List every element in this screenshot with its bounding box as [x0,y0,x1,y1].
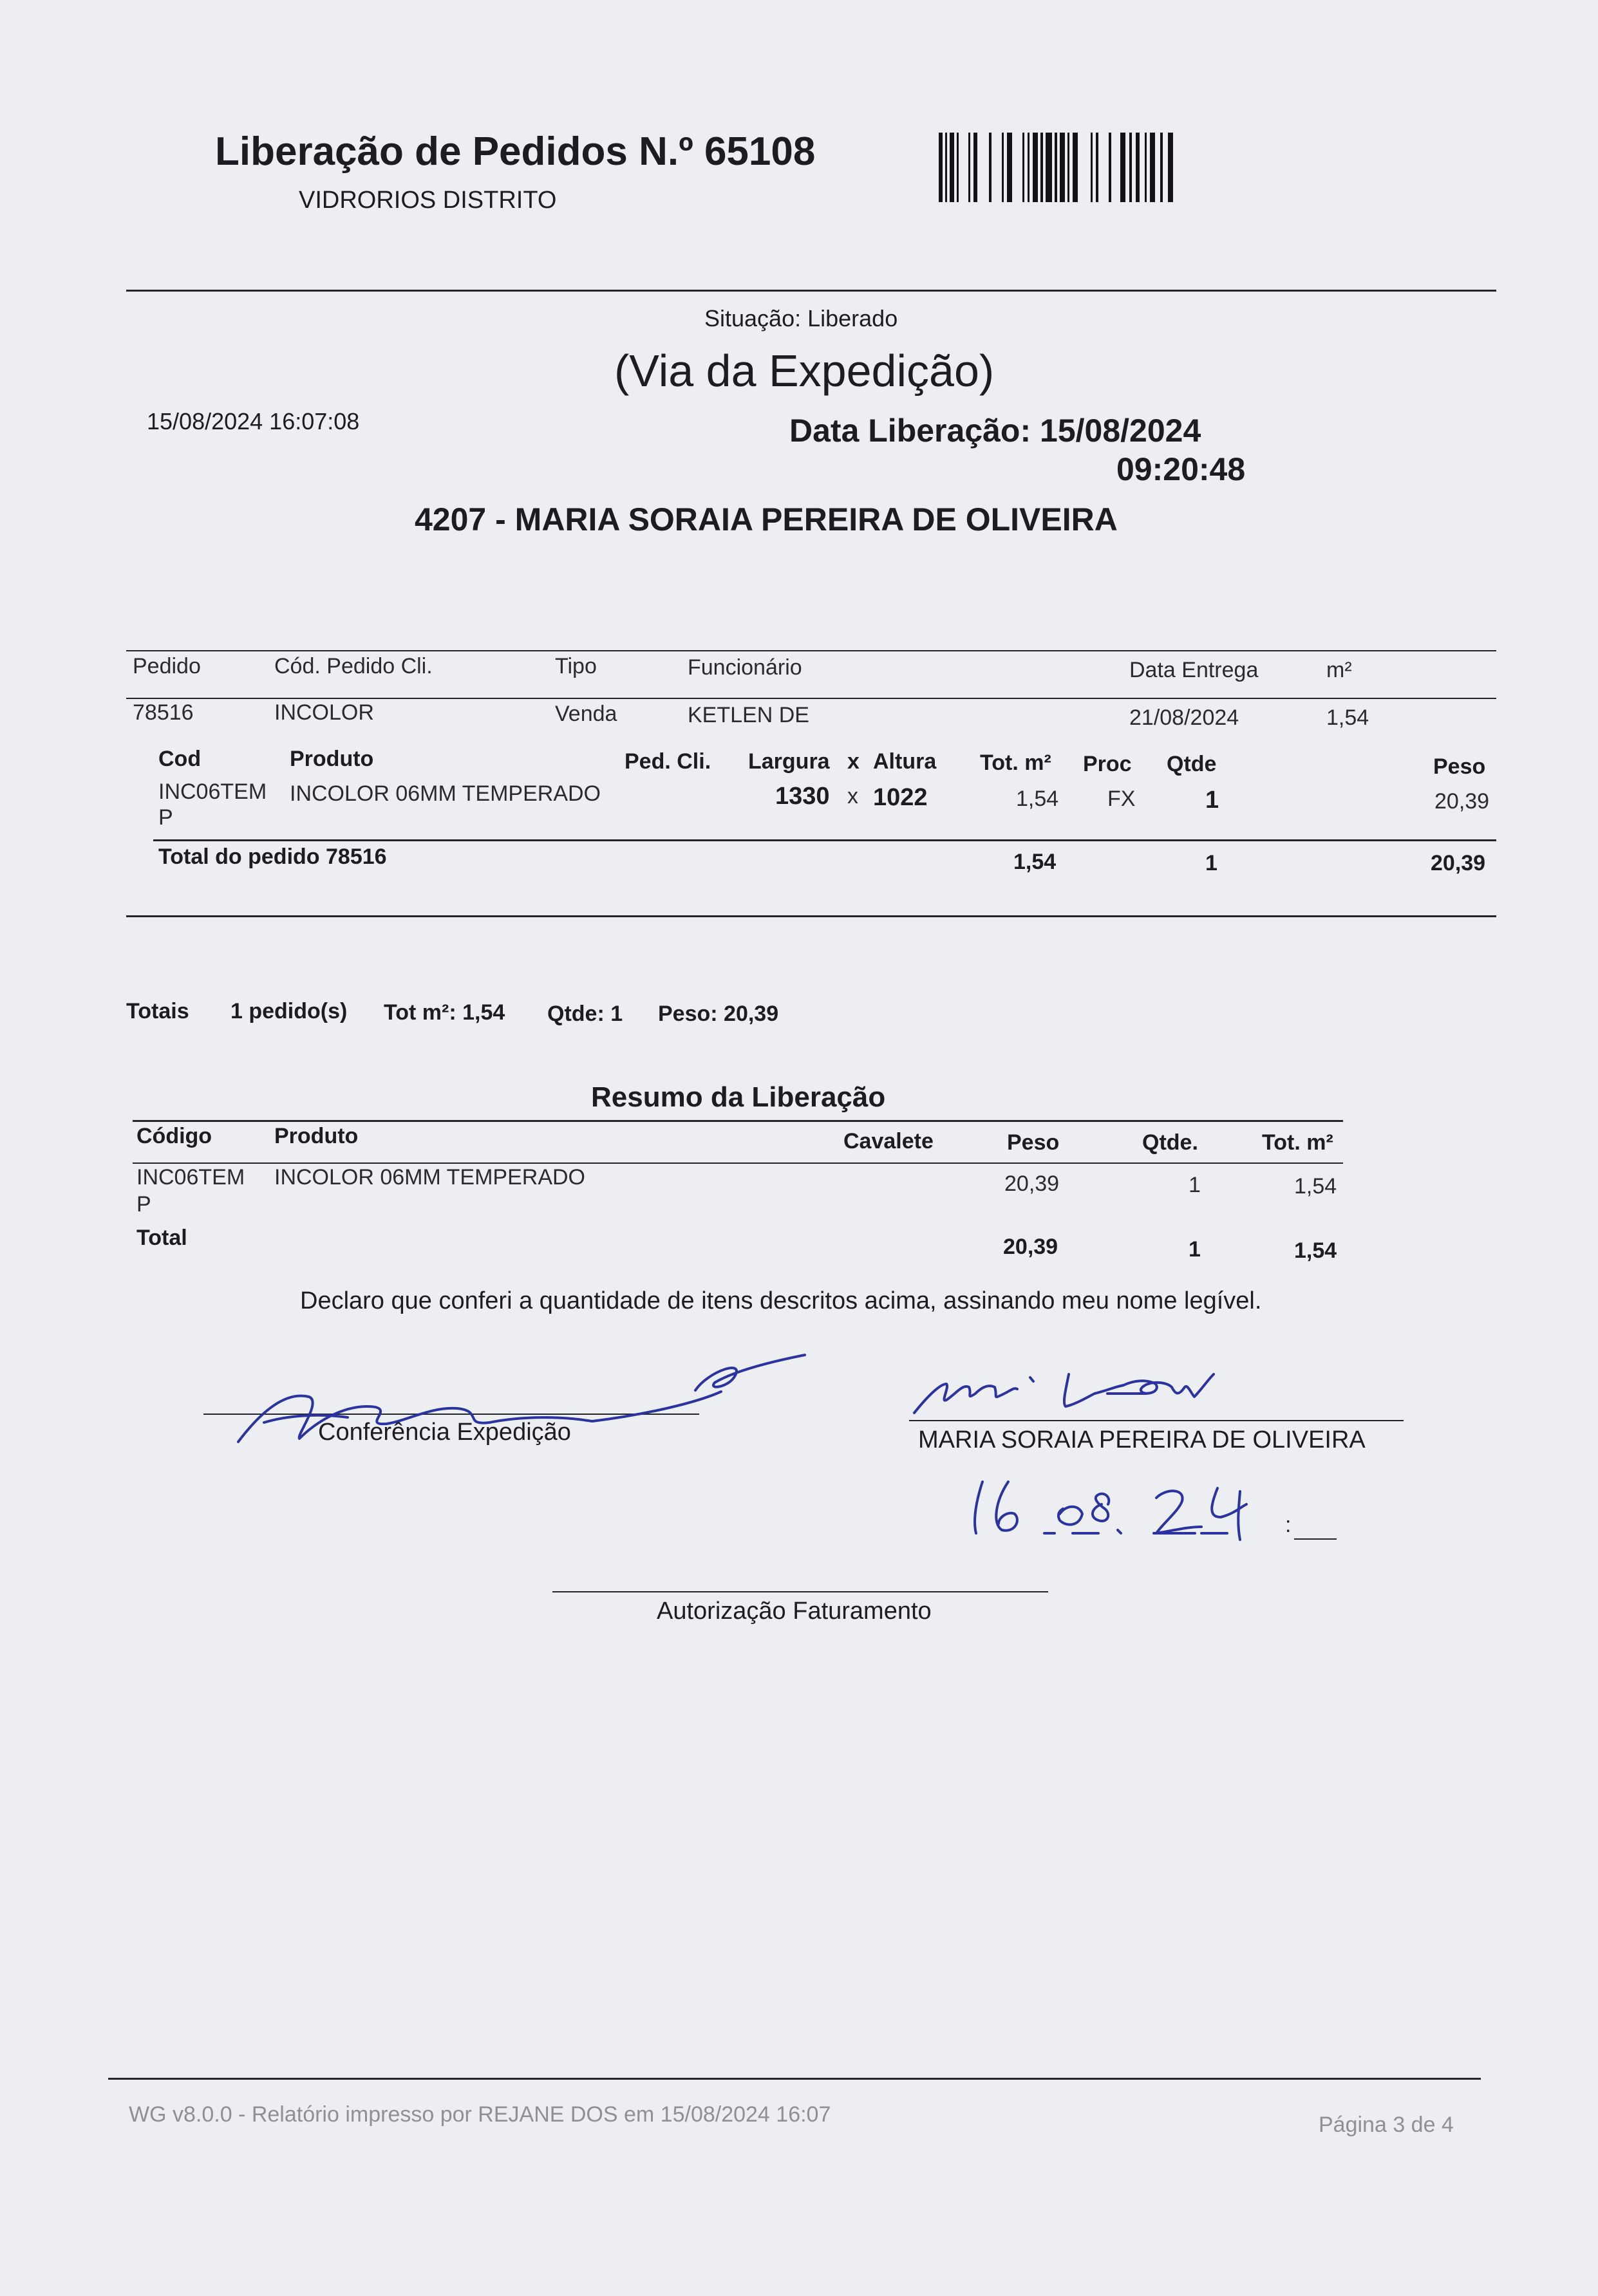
autorizacao-label: Autorização Faturamento [657,1598,932,1625]
summary-total-peso: 20,39 [1003,1235,1058,1259]
summary-codigo-line2: P [136,1192,151,1217]
col-m2: m² [1326,658,1352,682]
footer-page-number: Página 3 de 4 [1319,2113,1454,2137]
items-col-tot-m2: Tot. m² [980,751,1051,775]
handwritten-date [963,1469,1298,1546]
document-title: Liberação de Pedidos N.º 65108 [215,129,816,174]
item-tot-m2: 1,54 [1016,787,1059,811]
order-total-m2: 1,54 [1013,850,1057,874]
customer-signature [901,1358,1301,1423]
item-qtde: 1 [1205,787,1219,814]
summary-produto: INCOLOR 06MM TEMPERADO [274,1165,586,1190]
totals-qtde: Qtde: 1 [547,1002,623,1026]
summary-title: Resumo da Liberação [591,1081,886,1113]
summary-col-qtde: Qtde. [1142,1130,1198,1155]
item-proc: FX [1107,787,1136,811]
summary-total-m2: 1,54 [1294,1238,1337,1263]
col-tipo: Tipo [555,654,597,678]
items-col-altura: Altura [873,749,937,774]
summary-col-codigo: Código [136,1124,212,1148]
order-funcionario: KETLEN DE [688,703,809,727]
order-total-label: Total do pedido 78516 [158,845,387,869]
item-peso: 20,39 [1434,789,1490,814]
items-col-largura: Largura [748,749,830,774]
item-produto: INCOLOR 06MM TEMPERADO [290,781,601,806]
date-field-suffix: : [1285,1513,1292,1537]
col-cod-pedido-cli: Cód. Pedido Cli. [274,654,433,678]
col-funcionario: Funcionário [688,655,802,680]
order-tipo: Venda [555,702,617,726]
summary-total-label: Total [136,1226,187,1250]
company-name: VIDRORIOS DISTRITO [299,187,557,214]
item-altura: 1022 [873,784,928,811]
summary-total-qtde: 1 [1189,1237,1201,1262]
summary-tot-m2: 1,54 [1294,1174,1337,1199]
copy-label: (Via da Expedição) [614,346,995,396]
status-label: Situação: Liberado [704,305,898,331]
summary-col-peso: Peso [1007,1130,1060,1155]
order-pedido: 78516 [133,700,194,725]
items-col-produto: Produto [290,747,374,771]
item-x: x [847,784,858,808]
items-col-cod: Cod [158,747,202,771]
release-time: 09:20:48 [1116,451,1246,487]
declaration-text: Declaro que conferi a quantidade de itens descritos acima, assinando meu nome legível. [300,1287,1262,1314]
summary-codigo [136,1164,245,1218]
items-col-proc: Proc [1083,752,1132,776]
order-total-qtde: 1 [1205,851,1217,875]
item-cod [158,779,267,830]
items-col-qtde: Qtde [1167,752,1217,776]
totals-peso: Peso: 20,39 [658,1002,779,1026]
printed-at: 15/08/2024 16:07:08 [147,408,360,434]
summary-peso: 20,39 [1004,1171,1060,1196]
totals-pedidos: 1 pedido(s) [230,999,348,1023]
customer-name: 4207 - MARIA SORAIA PEREIRA DE OLIVEIRA [415,501,1118,537]
item-cod-line1: INC06TEM [158,779,267,804]
item-cod-line2: P [158,805,173,830]
totals-m2: Tot m²: 1,54 [384,1000,505,1025]
order-total-peso: 20,39 [1431,851,1486,875]
totals-label: Totais [126,999,189,1023]
summary-qtde: 1 [1189,1173,1201,1197]
col-pedido: Pedido [133,654,201,678]
item-largura: 1330 [775,783,830,810]
order-data-entrega: 21/08/2024 [1129,705,1239,730]
order-m2: 1,54 [1326,705,1369,730]
summary-col-produto: Produto [274,1124,359,1148]
order-cod-pedido-cli: INCOLOR [274,700,374,725]
col-data-entrega: Data Entrega [1129,658,1259,682]
items-col-peso: Peso [1433,754,1486,779]
summary-col-tot-m2: Tot. m² [1262,1130,1333,1155]
items-col-ped-cli: Ped. Cli. [625,749,711,774]
summary-col-cavalete: Cavalete [843,1129,934,1153]
barcode [939,133,1183,202]
footer-printed-by: WG v8.0.0 - Relatório impresso por REJANE DOS em 15/08/2024 16:07 [129,2102,831,2127]
items-col-x: x [847,749,860,774]
conferencia-label: Conferência Expedição [318,1419,571,1446]
summary-codigo-line1: INC06TEM [136,1165,245,1190]
release-date: Data Liberação: 15/08/2024 [789,413,1201,449]
customer-label: MARIA SORAIA PEREIRA DE OLIVEIRA [918,1426,1366,1453]
